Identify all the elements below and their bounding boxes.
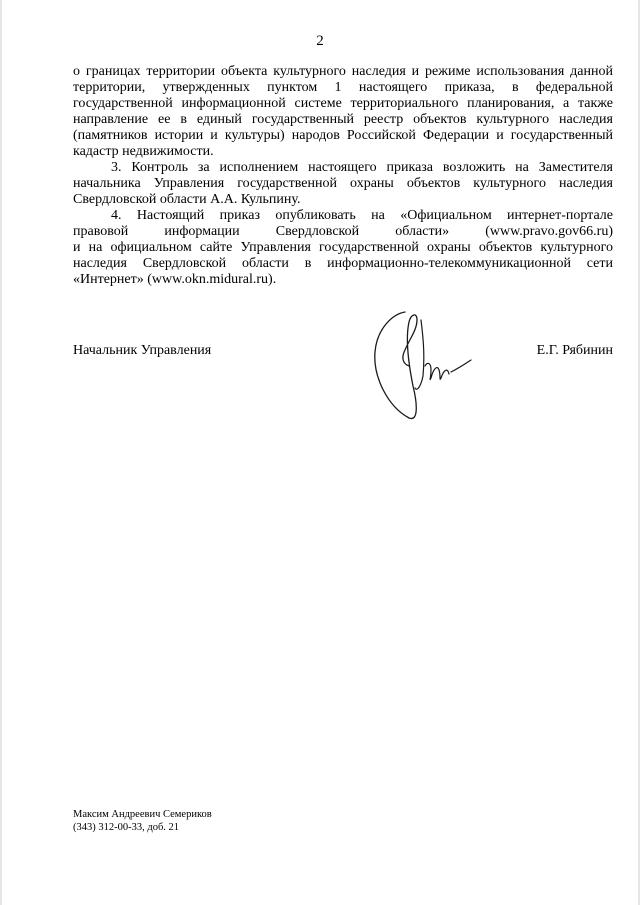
page-number: 2 (316, 33, 324, 49)
executor-footer (73, 808, 212, 834)
handwritten-signature (365, 306, 475, 424)
paragraph-3-control: 3. Контроль за исполнением настоящего приказа возложить на Заместителя начальника Управления государственной охраны объектов культурного наследия Свердловской области А.А. Кульпину. (73, 160, 613, 207)
executor-name: Максим Андреевич Семериков (73, 809, 212, 820)
paragraph-continuation: о границах территории объекта культурного наследия и режиме использования данной территории, утвержденных пунктом 1 настоящего приказа, в федеральной государственной информационной системе территориального планирования, а также направление ее в единый государственный реестр объектов культурного наследия (памятников истории и культуры) народов Российской Федерации и государственный кадастр недвижимости. (73, 64, 613, 159)
paragraph-4-rest: и на официальном сайте Управления государственной охраны объектов культурного наследия Свердловской области в информационно-телекоммуникационной сети «Интернет» (www.okn.midural.ru). (73, 240, 613, 287)
scan-edge-left (0, 0, 2, 905)
executor-phone: (343) 312-00-33, доб. 21 (73, 822, 180, 833)
signatory-name: Е.Г. Рябинин (536, 343, 613, 358)
document-body (73, 64, 613, 288)
signatory-position: Начальник Управления (73, 343, 212, 358)
paragraph-4-line-2: правовой информации Свердловской области» (www.pravo.gov66.ru) (73, 224, 613, 239)
paragraph-4-line-1: 4. Настоящий приказ опубликовать на «Официальном интернет-портале (111, 208, 613, 223)
paragraph-4-publication (73, 208, 613, 288)
